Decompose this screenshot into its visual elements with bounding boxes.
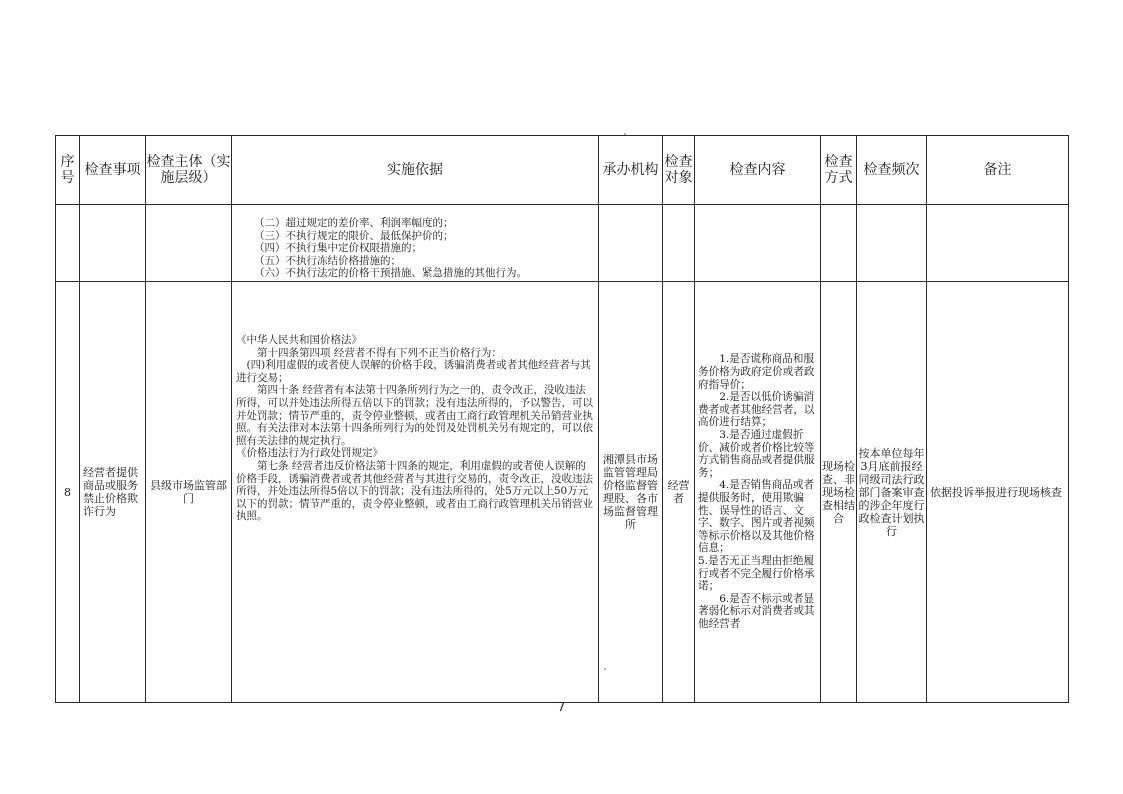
row-agency: 湘潭县市场监管管理局价格监督管理股、各市场监督管理所 <box>599 282 663 703</box>
basis-line: （三）不执行规定的限价、最低保护价的； <box>254 229 454 242</box>
content-cell <box>695 282 821 703</box>
row-item: 经营者提供商品或服务禁止价格欺诈行为 <box>80 282 146 703</box>
scan-speck <box>624 133 626 135</box>
basis-cell-continued <box>232 205 599 282</box>
header-content: 检查内容 <box>695 136 821 205</box>
header-item: 检查事项 <box>80 136 146 205</box>
header-seq: 序号 <box>56 136 80 205</box>
basis-cell <box>232 282 599 703</box>
table-row-continued <box>56 205 1069 282</box>
law1-para: 第四十条 经营者有本法第十四条所列行为之一的，责令改正，没收违法所得，可以并处违法所得五倍以下的罚款；没有违法所得的，予以警告，可以并处罚款；情节严重的，责令停业整顿，或者由工商行政管理机关吊销营业执照。有关法律对本法第十四条所列行为的处罚及处罚机关另有规定的，可以依照有关法律的规定执行。 <box>236 384 593 447</box>
row-frequency: 按本单位每年3月底前报经同级司法行政部门备案审查的涉企年度行政检查计划执行 <box>857 282 927 703</box>
page-number: 7 <box>557 700 566 714</box>
table-row-8 <box>56 282 1069 703</box>
content-item: 5.是否无正当理由拒绝履行或者不完全履行价格承诺； <box>698 554 815 593</box>
row-target: 经营者 <box>663 282 695 703</box>
law2-para: 第七条 经营者违反价格法第十四条的规定，利用虚假的或者使人误解的价格手段，诱骗消费者或者其他经营者与其进行交易的，责令改正，没收违法所得，并处违法所得5倍以下的罚款；没有违法所得的，处5万元以上50万元以下的罚款；情节严重的，责令停业整顿，或者由工商行政管理机关吊销营业执照。 <box>236 459 593 523</box>
header-subject: 检查主体（实施层级） <box>146 136 232 205</box>
header-frequency: 检查频次 <box>857 136 927 205</box>
header-basis: 实施依据 <box>232 136 599 205</box>
row-method: 现场检查、非现场检查相结合 <box>821 282 857 703</box>
header-method: 检查方式 <box>821 136 857 205</box>
header-row <box>56 136 1069 205</box>
content-item: 1.是否谎称商品和服务价格为政府定价或者政府指导价； <box>698 353 815 391</box>
basis-line: （二）超过规定的差价率、利润率幅度的； <box>254 217 454 230</box>
scan-speck <box>604 668 606 670</box>
law1-title: 《中华人民共和国价格法》 <box>236 334 362 346</box>
law1-para: 第十四条第四项 经营者不得有下列不正当价格行为： <box>257 346 502 359</box>
content-item: 3.是否通过虚假折价、减价或者价格比较等方式销售商品或者提供服务； <box>698 429 815 479</box>
basis-line: （六）不执行法定的价格干预措施、紧急措施的其他行为。 <box>254 267 527 280</box>
header-remarks: 备注 <box>927 136 1069 205</box>
basis-line: （五）不执行冻结价格措施的； <box>254 254 401 267</box>
content-item: 2.是否以低价诱骗消费者或者其他经营者，以高价进行结算； <box>698 391 815 429</box>
row-remarks: 依据投诉举报进行现场核查 <box>927 282 1069 703</box>
header-agency: 承办机构 <box>599 136 663 205</box>
row-seq: 8 <box>56 282 80 703</box>
law1-para: (四)利用虚假的或者使人误解的价格手段，诱骗消费者或者其他经营者与其进行交易； <box>236 359 591 384</box>
law2-title: 《价格违法行为行政处罚规定》 <box>236 447 383 460</box>
content-item: 4.是否销售商品或者提供服务时，使用欺骗性、误导性的语言、文字、数字、图片或者视频等标示价格以及其他价格信息； <box>698 479 815 555</box>
inspection-table <box>55 135 1069 703</box>
header-target: 检查对象 <box>663 136 695 205</box>
content-item: 6.是否不标示或者显著弱化标示对消费者或其他经营者 <box>698 592 815 630</box>
basis-line: （四）不执行集中定价权限措施的； <box>254 242 422 255</box>
row-subject: 县级市场监管部门 <box>146 282 232 703</box>
